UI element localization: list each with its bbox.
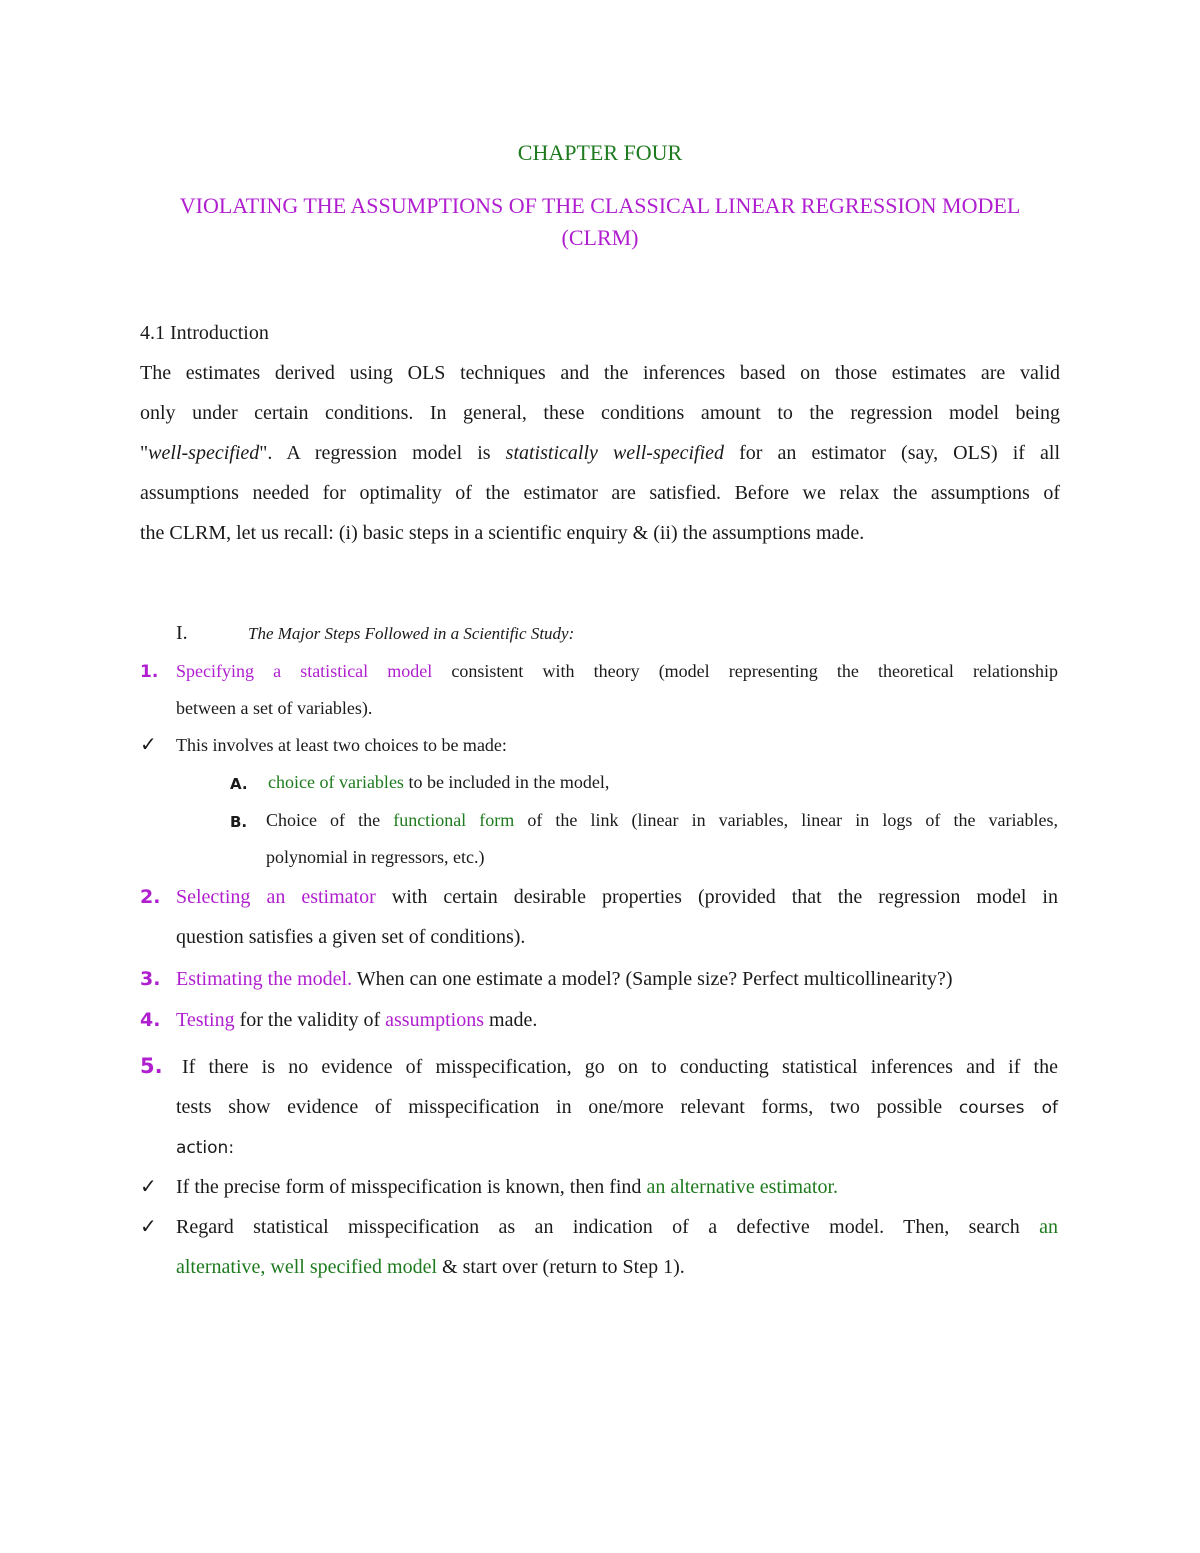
intro-line-3: "well-specified". A regression model is statistically well-specified for an estimator (say, OLS) if all	[140, 442, 1060, 464]
check-2-text: If the precise form of misspecification is known, then find an alternative estimator.	[176, 1176, 839, 1198]
intro-line-1: The estimates derived using OLS techniques and the inferences based on those estimates are valid	[140, 362, 1060, 384]
step-5-line-3: action:	[176, 1138, 235, 1158]
step-5-number: 5.	[140, 1054, 163, 1078]
check-3-line-1: Regard statistical misspecification as an indication of a defective model. Then, search an	[176, 1216, 1058, 1238]
sub-b-line-1: Choice of the functional form of the link (linear in variables, linear in logs of the variables,	[266, 810, 1058, 830]
sub-b-letter: B.	[230, 813, 248, 831]
chapter-heading: CHAPTER FOUR	[517, 140, 683, 165]
sub-a-letter: A.	[230, 775, 248, 793]
step-1-line-1: Specifying a statistical model consistent with theory (model representing the theoretical relationship	[176, 661, 1058, 681]
check-3-line-2: alternative, well specified model & start over (return to Step 1).	[176, 1256, 685, 1278]
sub-b-line-2: polynomial in regressors, etc.)	[266, 847, 485, 867]
step-2-number: 2.	[140, 886, 161, 908]
step-4-number: 4.	[140, 1009, 161, 1031]
step-2-line-1: Selecting an estimator with certain desirable properties (provided that the regression model in	[176, 886, 1058, 908]
step-1-line-2: between a set of variables).	[176, 698, 373, 718]
step-1-number: 1.	[140, 662, 159, 682]
check-1-text: This involves at least two choices to be made:	[176, 735, 507, 755]
checkmark-icon: ✓	[140, 732, 157, 756]
step-2-line-2: question satisfies a given set of conditions).	[176, 926, 526, 948]
chapter-title: VIOLATING THE ASSUMPTIONS OF THE CLASSICAL LINEAR REGRESSION MODEL (CLRM)	[179, 193, 1021, 250]
checkmark-icon: ✓	[140, 1214, 157, 1238]
intro-line-2: only under certain conditions. In general, these conditions amount to the regression model being	[140, 402, 1060, 424]
step-3-text: Estimating the model. When can one estimate a model? (Sample size? Perfect multicollinearity?)	[176, 968, 953, 990]
intro-line-4: assumptions needed for optimality of the estimator are satisfied. Before we relax the assumptions of	[140, 482, 1060, 504]
step-5-line-2: tests show evidence of misspecification in one/more relevant forms, two possible courses of	[176, 1096, 1058, 1118]
step-3-number: 3.	[140, 968, 161, 990]
sub-a-text: choice of variables to be included in the model,	[268, 772, 610, 792]
section-numeral: I.	[176, 622, 188, 644]
step-4-text: Testing for the validity of assumptions made.	[176, 1009, 538, 1031]
section-heading-introduction: 4.1 Introduction	[140, 322, 269, 344]
step-5-line-1: If there is no evidence of misspecification, go on to conducting statistical inferences and if the	[182, 1056, 1058, 1078]
intro-line-5: the CLRM, let us recall: (i) basic steps in a scientific enquiry & (ii) the assumptions made.	[140, 522, 865, 544]
checkmark-icon: ✓	[140, 1174, 157, 1198]
section-title: The Major Steps Followed in a Scientific Study:	[248, 624, 575, 643]
